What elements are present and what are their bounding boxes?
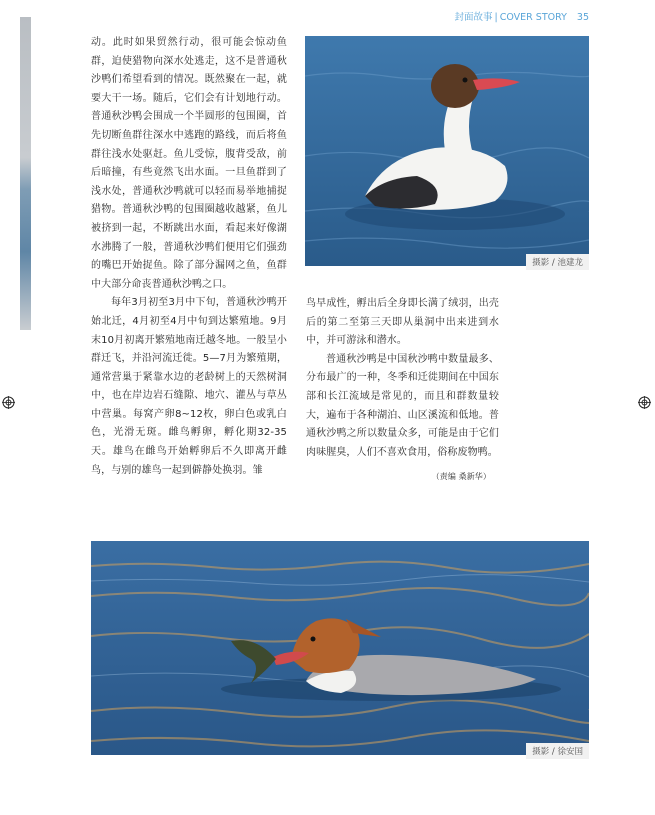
article-column-left: [91, 34, 287, 480]
article-column-right: [306, 295, 499, 487]
paragraph: 普通秋沙鸭是中国秋沙鸭中数量最多、分布最广的一种，冬季和迁徙期间在中国东部和长江流域是常见的，而且和群数量较大，遍布于各种湖泊、山区溪流和低地。普通秋沙鸭之所以数量众多，可能是由于它们肉味腥臭，人们不喜欢食用，俗称废物鸭。: [306, 353, 499, 458]
section-title-en: COVER STORY: [499, 12, 567, 23]
photo-merganser-female-image: [305, 36, 589, 266]
editor-credit: （责编 桑新华）: [431, 472, 491, 482]
photo-merganser-catching-fish: [91, 541, 589, 755]
registration-mark-icon: [638, 396, 651, 409]
page-number: 35: [576, 12, 589, 23]
section-title: 封面故事: [454, 12, 493, 23]
photo-merganser-catching-fish-image: [91, 541, 589, 755]
photo-credit: 摄影 / 池建龙: [526, 254, 589, 270]
photo-credit: 摄影 / 徐安国: [526, 743, 589, 759]
registration-mark-icon: [2, 396, 15, 409]
paragraph: 动。此时如果贸然行动，很可能会惊动鱼群，迫使猎物向深水处逃走，这不是普通秋沙鸭们希望看到的情况。既然聚在一起，就要大干一场。随后，它们会有计划地行动。普通秋沙鸭会围成一个半圆形的包围圈，首先切断鱼群往深水中逃跑的路线，而后将鱼群往浅水处驱赶。鱼儿受惊，腹背受敌，前后暗撞，有些竟然飞出水面。一旦鱼群到了浅水处，普通秋沙鸭就可以轻而易举地捕捉猎物。普通秋沙鸭的包围圈越收越紧，鱼儿被挤到一起，不断跳出水面，看起来好像湖水沸腾了一般，普通秋沙鸭们便用它们强劲的嘴巴开始捉鱼。除了部分漏网之鱼，鱼群中大部分命丧普通秋沙鸭之口。: [91, 37, 287, 290]
photo-merganser-female: [305, 36, 589, 266]
running-header: 封面故事 | COVER STORY 35: [454, 12, 589, 23]
paragraph: 每年3月初至3月中下旬，普通秋沙鸭开始北迁，4月初至4月中旬到达繁殖地。9月末10月初离开繁殖地南迁越冬地。一般呈小群迁飞，并沿河流迁徙。5—7月为繁殖期，通常营巢于紧靠水边的老龄树上的天然树洞中，也在岸边岩石缝隙、地穴、灌丛与草丛中营巢。每窝产卵8~12枚，卵白色或乳白色，光滑无斑。雌鸟孵卵，孵化期32-35天。雄鸟在雌鸟开始孵卵后不久即离开雌鸟，与别的雄鸟一起到僻静处换羽。雏: [91, 297, 287, 476]
page-edge-strip: [20, 17, 31, 330]
paragraph: 鸟早成性，孵出后全身即长满了绒羽，出壳后的第二至第三天即从巢洞中出来进到水中，并可游泳和潜水。: [306, 298, 499, 347]
